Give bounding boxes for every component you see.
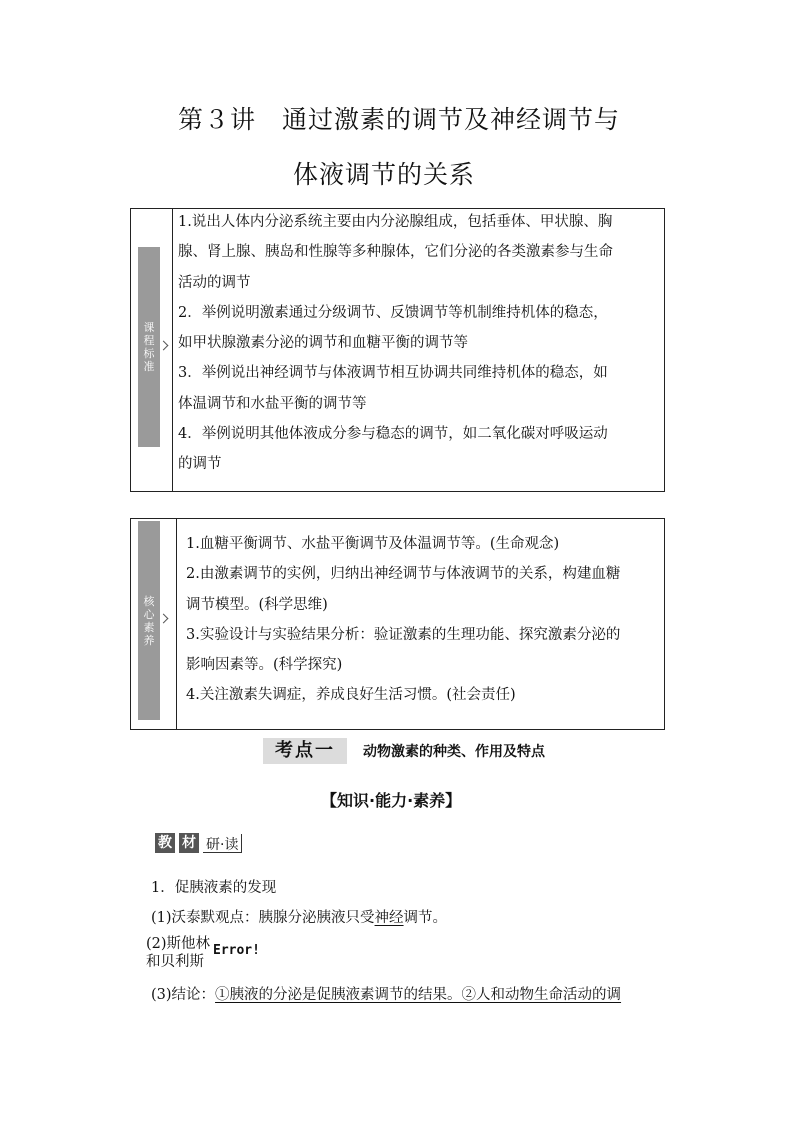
content-item-2: (1)沃泰默观点：胰腺分泌胰液只受神经调节。 (151, 910, 448, 926)
page-title-line2: 体液调节的关系 (293, 160, 476, 189)
jiaocai-badge-char2: 材 (179, 833, 199, 853)
page-title: 第３讲 通过激素的调节及神经调节与 (178, 105, 621, 134)
core-literacy-label: 核心素养 (138, 521, 160, 720)
jiaocai-badge-char1: 教 (155, 833, 175, 853)
core-literacy-box (130, 518, 665, 730)
content-item-3-error: Error! (213, 943, 260, 958)
curriculum-standards-text: 1.说出人体内分泌系统主要由内分泌腺组成，包括垂体、甲状腺、胸 腺、肾上腺、胰岛和性腺等多种腺体，它们分泌的各类激素参与生命 活动的调节 2．举例说明激素通过分级调节、反馈调节等机制维持机体的稳态， 如甲状腺激素分泌的调节和血糖平衡的调节等 3．举例说出神经调节与体液调节相互协调共同维持机体的稳态，如 体温调节和水盐平衡的调节等 4．举例说明其他体液成分参与稳态的调节，如二氧化碳对呼吸运动 的调节 (178, 214, 613, 473)
curriculum-standards-label: 课程标准 (138, 247, 160, 447)
core-literacy-text: 1.血糖平衡调节、水盐平衡调节及体温调节等。(生命观念) 2.由激素调节的实例，归纳出神经调节与体液调节的关系，构建血糖 调节模型。(科学思维) 3.实验设计与实验结果分析：验证激素的生理功能、探究激素分泌的 影响因素等。(科学探究) 4.关注激素失调症，养成良好生活习惯。(社会责任) (186, 536, 621, 704)
kaodian-title: 动物激素的种类、作用及特点 (363, 744, 545, 760)
chevron-right-icon (159, 341, 169, 351)
content-item-3-label: (2)斯他林 和贝利斯 (146, 936, 211, 970)
curriculum-standards-box (130, 208, 665, 492)
content-item-1: 1．促胰液素的发现 (151, 880, 277, 896)
content-item-4: (3)结论：①胰液的分泌是促胰液素调节的结果。②人和动物生命活动的调 (151, 987, 622, 1003)
kaodian-tag: 考点一 (263, 738, 347, 764)
section-heading: 【知识·能力·素养】 (321, 791, 462, 810)
jiaocai-badge-tail: 研·读 (203, 834, 242, 853)
chevron-right-icon (159, 614, 169, 624)
